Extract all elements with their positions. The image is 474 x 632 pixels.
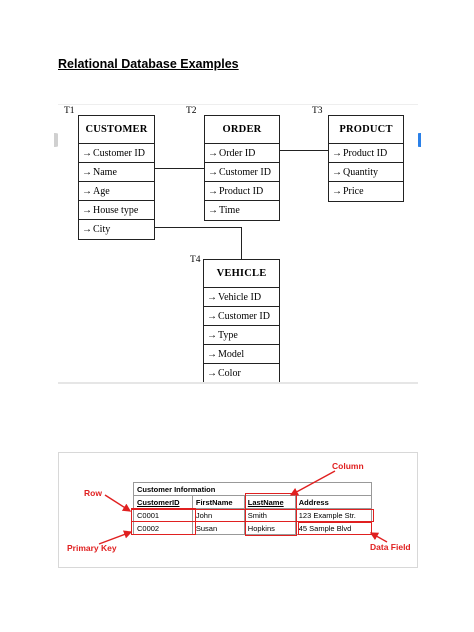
table-tag-t2: T2 bbox=[186, 106, 197, 116]
relation-line-customer-vehicle-v bbox=[241, 227, 242, 259]
entity-field: → Age bbox=[79, 182, 154, 201]
entity-title: CUSTOMER bbox=[79, 116, 154, 144]
customer-entity bbox=[78, 115, 155, 240]
customer-info-figure bbox=[58, 452, 418, 568]
entity-field: → House type bbox=[79, 201, 154, 220]
entity-title: VEHICLE bbox=[204, 260, 279, 288]
order-entity bbox=[204, 115, 280, 221]
table-tag-t3: T3 bbox=[312, 106, 323, 116]
entity-field: → Model bbox=[204, 345, 279, 364]
relation-line-order-product bbox=[280, 150, 328, 151]
entity-field: → Product ID bbox=[329, 144, 403, 163]
primary-key-arrow bbox=[99, 532, 131, 544]
column-callout: Column bbox=[332, 461, 364, 471]
entity-field: → Customer ID bbox=[204, 307, 279, 326]
entity-field: → City bbox=[82, 224, 111, 235]
table-cell: Hopkins bbox=[244, 522, 295, 535]
vehicle-entity bbox=[203, 259, 280, 384]
callout-arrows bbox=[59, 453, 419, 569]
entity-field: → Customer ID bbox=[205, 163, 279, 182]
header-cell: CustomerID bbox=[134, 496, 193, 509]
entity-title: ORDER bbox=[205, 116, 279, 144]
product-entity bbox=[328, 115, 404, 202]
row-arrow bbox=[105, 495, 130, 511]
header-cell: LastName bbox=[244, 496, 295, 509]
entity-field: → Order ID bbox=[205, 144, 279, 163]
header-cell: Address bbox=[295, 496, 371, 509]
header-cell: FirstName bbox=[192, 496, 244, 509]
relation-line-customer-order bbox=[155, 168, 204, 169]
entity-field: → Quantity bbox=[329, 163, 403, 182]
table-caption: Customer Information bbox=[134, 483, 372, 496]
relation-line-customer-vehicle-h bbox=[155, 227, 241, 228]
table-cell: 123 Example Str. bbox=[295, 509, 371, 522]
entity-field: → Customer ID bbox=[79, 144, 154, 163]
figure-bottom-rule bbox=[58, 382, 418, 384]
entity-title: PRODUCT bbox=[329, 116, 403, 144]
data-field-arrow bbox=[371, 533, 387, 542]
data-field-callout: Data Field bbox=[370, 542, 411, 552]
table-cell: Smith bbox=[244, 509, 295, 522]
page-title: Relational Database Examples bbox=[58, 57, 239, 71]
entity-field: → Product ID bbox=[205, 182, 279, 201]
column-arrow bbox=[291, 471, 335, 495]
entity-field: → Vehicle ID bbox=[204, 288, 279, 307]
table-tag-t4: T4 bbox=[190, 255, 201, 265]
entity-field: → Type bbox=[204, 326, 279, 345]
table-cell: Susan bbox=[192, 522, 244, 535]
entity-field: → Name bbox=[79, 163, 154, 182]
primary-key-callout: Primary Key bbox=[67, 543, 117, 553]
row-callout: Row bbox=[84, 488, 102, 498]
entity-field: → Color bbox=[207, 368, 241, 379]
table-cell: C0001 bbox=[134, 509, 193, 522]
table-cell: C0002 bbox=[134, 522, 193, 535]
table-tag-t1: T1 bbox=[64, 106, 75, 116]
er-diagram bbox=[58, 104, 418, 384]
entity-field: → Price bbox=[332, 186, 364, 197]
table-cell: 45 Sample Blvd bbox=[295, 522, 371, 535]
entity-field: → Time bbox=[208, 205, 240, 216]
table-cell: John bbox=[192, 509, 244, 522]
figure-top-rule bbox=[58, 104, 418, 105]
